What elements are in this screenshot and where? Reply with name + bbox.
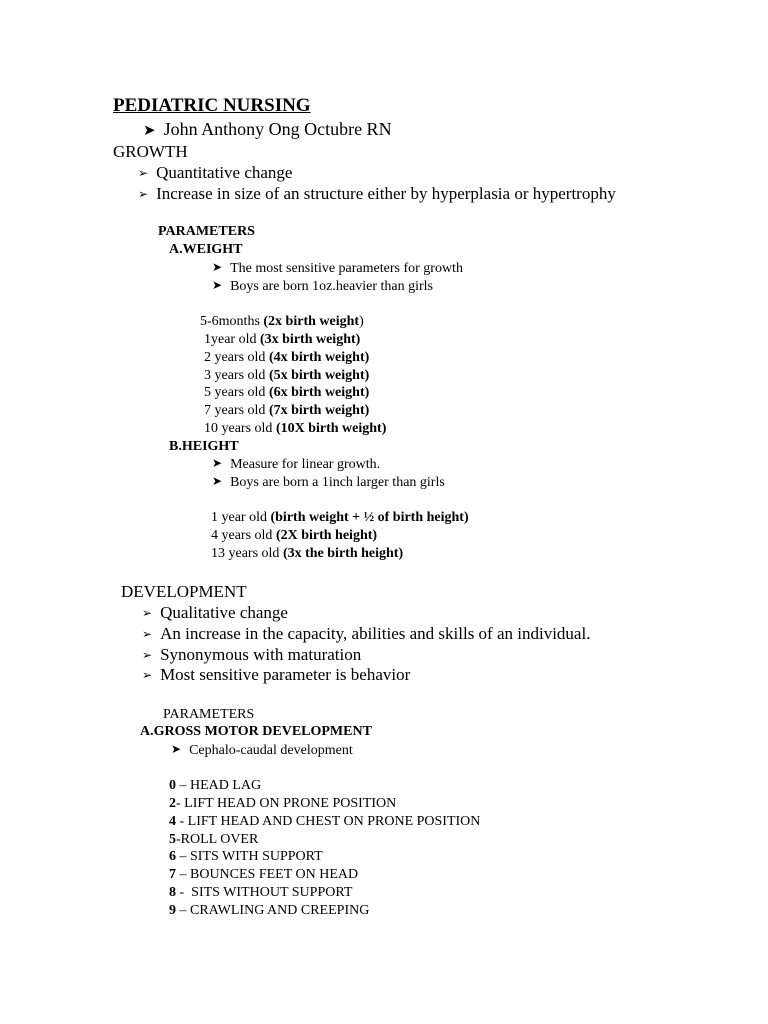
author-name: John Anthony Ong Octubre RN bbox=[163, 119, 392, 139]
growth-bullet: ➢ Increase in size of an structure either by hyperplasia or hypertrophy bbox=[138, 184, 616, 203]
milestone-row: 5-ROLL OVER bbox=[169, 832, 259, 847]
growth-parameters-heading: PARAMETERS bbox=[158, 224, 255, 239]
development-parameters-heading: PARAMETERS bbox=[163, 707, 255, 722]
gross-motor-heading: A.GROSS MOTOR DEVELOPMENT bbox=[140, 724, 372, 739]
arrowhead-bullet-icon: ➢ bbox=[142, 627, 153, 641]
weight-heading: A.WEIGHT bbox=[169, 242, 243, 257]
milestone-row: 9 – CRAWLING AND CREEPING bbox=[169, 903, 370, 918]
arrowhead-bullet-icon: ➤ bbox=[212, 474, 223, 488]
milestone-row: 8 - SITS WITHOUT SUPPORT bbox=[169, 885, 353, 900]
development-bullet: ➢ An increase in the capacity, abilities and skills of an individual. bbox=[142, 624, 591, 643]
gross-motor-bullet: ➤ Cephalo-caudal development bbox=[171, 742, 353, 758]
weight-row: 7 years old (7x birth weight) bbox=[204, 403, 370, 418]
weight-row: 3 years old (5x birth weight) bbox=[204, 368, 370, 383]
weight-bullet: ➤ The most sensitive parameters for growth bbox=[212, 260, 463, 276]
arrowhead-bullet-icon: ➤ bbox=[171, 742, 182, 756]
arrowhead-bullet-icon: ➢ bbox=[138, 187, 149, 201]
weight-row: 10 years old (10X birth weight) bbox=[204, 421, 387, 436]
milestone-row: 7 – BOUNCES FEET ON HEAD bbox=[169, 867, 359, 882]
weight-bullet: ➤ Boys are born 1oz.heavier than girls bbox=[212, 278, 434, 294]
height-row: 1 year old (birth weight + ½ of birth height) bbox=[211, 510, 469, 525]
author-line bbox=[143, 120, 392, 139]
milestone-row: 4 - LIFT HEAD AND CHEST ON PRONE POSITION bbox=[169, 814, 481, 829]
arrowhead-bullet-icon: ➢ bbox=[142, 648, 153, 662]
growth-bullet: ➢ Quantitative change bbox=[138, 163, 293, 182]
development-bullet: ➢ Qualitative change bbox=[142, 603, 288, 622]
height-bullet: ➤ Measure for linear growth. bbox=[212, 456, 381, 472]
milestone-row: 0 – HEAD LAG bbox=[169, 778, 262, 793]
arrowhead-bullet-icon: ➤ bbox=[212, 456, 223, 470]
arrowhead-bullet-icon: ➤ bbox=[143, 123, 156, 139]
arrowhead-bullet-icon: ➤ bbox=[212, 260, 223, 274]
height-row: 13 years old (3x the birth height) bbox=[211, 546, 404, 561]
height-bullet: ➤ Boys are born a 1inch larger than girls bbox=[212, 474, 445, 490]
arrowhead-bullet-icon: ➢ bbox=[142, 668, 153, 682]
weight-row: 2 years old (4x birth weight) bbox=[204, 350, 370, 365]
height-heading: B.HEIGHT bbox=[169, 439, 239, 454]
arrowhead-bullet-icon: ➢ bbox=[142, 606, 153, 620]
arrowhead-bullet-icon: ➢ bbox=[138, 166, 149, 180]
milestone-row: 6 – SITS WITH SUPPORT bbox=[169, 849, 323, 864]
development-bullet: ➢ Most sensitive parameter is behavior bbox=[142, 665, 411, 684]
weight-row: 1year old (3x birth weight) bbox=[204, 332, 361, 347]
page-title: PEDIATRIC NURSING bbox=[113, 95, 311, 116]
milestone-row: 2- LIFT HEAD ON PRONE POSITION bbox=[169, 796, 397, 811]
growth-heading: GROWTH bbox=[113, 142, 188, 161]
development-heading: DEVELOPMENT bbox=[121, 582, 247, 601]
arrowhead-bullet-icon: ➤ bbox=[212, 278, 223, 292]
height-row: 4 years old (2X birth height) bbox=[211, 528, 378, 543]
development-bullet: ➢ Synonymous with maturation bbox=[142, 645, 362, 664]
weight-row: 5 years old (6x birth weight) bbox=[204, 385, 370, 400]
weight-row: 5-6months (2x birth weight) bbox=[200, 314, 364, 329]
